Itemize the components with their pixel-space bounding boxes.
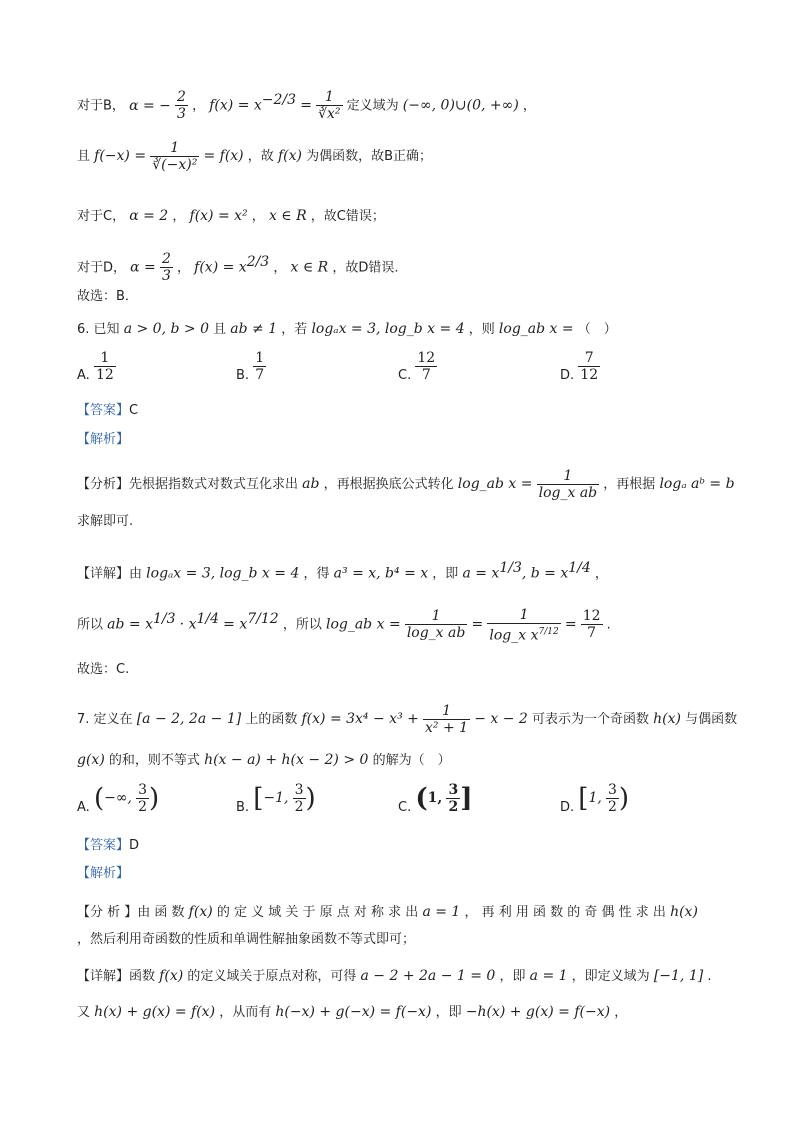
- math-alpha: α = 2: [129, 208, 169, 224]
- fraction: $\frac{1}{\text{∛(−x)²}}$: [152, 140, 198, 173]
- q7-option-c[interactable]: C. (1, $\frac{3}{2}$ ]: [398, 782, 473, 815]
- q6-option-d[interactable]: D. $\frac{7}{12}$: [560, 350, 599, 383]
- q7-answer: [77, 836, 734, 856]
- math-alpha: α =: [130, 259, 156, 276]
- q6-fenxi-end: 求解即可.: [77, 514, 134, 529]
- text: 对于D，: [77, 260, 127, 276]
- text: 7. 定义在: [77, 712, 133, 727]
- fraction: $\frac{1}{\text{log\_x ab}}$: [538, 468, 598, 501]
- text: ，再根据: [603, 477, 656, 492]
- fraction: $\frac{1}{7}$: [255, 350, 265, 383]
- text: 且: [213, 322, 227, 337]
- math-domain: (−∞, 0)∪(0, +∞): [402, 97, 519, 114]
- q7-fenxi: [77, 898, 734, 926]
- fraction: $\frac{3}{2}$: [448, 782, 459, 815]
- math-domain: x ∈ R: [268, 208, 307, 224]
- math-hx: h(x): [670, 904, 698, 920]
- text: ， 再 利 用 函 数 的 奇 偶 性 求 出: [464, 905, 666, 920]
- solution-line-d: [77, 240, 734, 284]
- fraction: $\frac{2}{3}$: [161, 251, 171, 285]
- math-formula: logₐ aᵇ = b: [659, 476, 735, 492]
- xiangjie-tag: 【详解】: [77, 566, 130, 582]
- math-hx: h(x): [653, 711, 681, 727]
- math-exponent: 1/4: [196, 611, 219, 627]
- math-interval: [a − 2, 2a − 1]: [136, 711, 242, 727]
- text: ，即: [435, 1005, 462, 1020]
- text: ，故C错误；: [310, 209, 385, 224]
- math-fx: f(x): [277, 148, 302, 164]
- text: .: [707, 969, 712, 984]
- text: ，: [522, 98, 536, 114]
- q7-xiangjie: [77, 962, 734, 990]
- math-a: a = 1: [529, 968, 568, 984]
- text: 的定义域关于原点对称，可得: [187, 969, 357, 984]
- text: 定义域为: [346, 98, 399, 114]
- math-equation: h(−x) + g(−x) = f(−x): [275, 1004, 432, 1020]
- text: ，再根据换底公式转化: [323, 477, 454, 492]
- text: 对于B，: [77, 98, 125, 114]
- math-exponent: 2/3: [246, 254, 270, 270]
- q7-fenxi-end: ，然后利用奇函数的性质和单调性解抽象函数不等式即可；: [77, 932, 416, 947]
- text: ，: [251, 209, 265, 224]
- text: 的解为（ ）: [372, 753, 451, 768]
- math-exponent: 1/3: [153, 611, 176, 627]
- fraction: $\frac{1}{\text{x² + 1}}$: [425, 703, 469, 736]
- math-exponent: 1/4: [568, 560, 591, 576]
- solution-line-c: [77, 203, 734, 229]
- math-f-neg: f(−x) =: [94, 148, 147, 164]
- q6-option-b[interactable]: B. $\frac{1}{7}$: [236, 350, 265, 383]
- text: ，: [594, 566, 608, 582]
- fraction: $\frac{1}{\log\_x x^{7/12}}$: [489, 606, 559, 644]
- q6-option-c[interactable]: C. $\frac{12}{7}$: [398, 350, 436, 383]
- text: 上的函数: [245, 712, 298, 727]
- text: 所以: [77, 617, 104, 633]
- q6-choose: 故选：C.: [77, 662, 130, 677]
- math-fx-tail: − x − 2: [474, 711, 528, 727]
- question-7-stem: [77, 696, 738, 742]
- math-condition: logₐx = 3, log_b x = 4: [311, 321, 465, 337]
- text: ，故D错误.: [332, 260, 399, 276]
- text: ，所以: [282, 617, 322, 633]
- math-fx: f(x) = x²: [189, 208, 248, 224]
- math-eq: =: [564, 616, 577, 633]
- text: ，从而有: [219, 1005, 272, 1020]
- q6-so: [77, 592, 734, 646]
- answer-value: C: [129, 403, 139, 418]
- math-condition: ab ≠ 1: [230, 321, 278, 337]
- text: ，若: [281, 322, 308, 337]
- fraction: $\frac{12}{7}$: [417, 350, 436, 383]
- text: ，则: [468, 322, 495, 337]
- solution-line-b1: [77, 78, 734, 122]
- math-eq: =: [471, 616, 484, 633]
- math-fx: f(x): [159, 968, 184, 984]
- q7-analysis-heading: [77, 864, 734, 884]
- math-ab: ab: [302, 476, 320, 492]
- fenxi-tag: 【分析】: [77, 477, 130, 492]
- text: 为偶函数，故B正确；: [306, 149, 433, 164]
- question-6-stem: [77, 316, 734, 342]
- math-dot: · x: [179, 616, 197, 633]
- math-inequality: h(x − a) + h(x − 2) > 0: [204, 752, 369, 768]
- text: 由: [129, 566, 143, 582]
- text: ，: [172, 209, 186, 224]
- math-exponent: −2/3: [261, 92, 297, 108]
- fraction: $\frac{1}{\text{∛x²}}$: [318, 89, 341, 123]
- math-domain: x ∈ R: [290, 259, 329, 276]
- analysis-tag: 【解析】: [77, 866, 130, 881]
- math-log: log_ab x =: [325, 616, 401, 633]
- text: 的 定 义 域 关 于 原 点 对 称 求 出: [216, 905, 419, 920]
- math-alpha: α = −: [129, 97, 171, 114]
- text: ，得: [303, 566, 330, 582]
- text: ，: [614, 1005, 628, 1020]
- q7-option-d[interactable]: D. [1, $\frac{3}{2}$ ): [560, 782, 630, 815]
- q7-option-b[interactable]: B. [−1, $\frac{3}{2}$ ): [236, 782, 316, 815]
- text: 且: [77, 149, 91, 164]
- text: 可表示为一个奇函数: [531, 712, 649, 727]
- fraction: $\frac{1}{12}$: [95, 350, 114, 383]
- fraction: $\frac{12}{7}$: [582, 608, 601, 642]
- text: ，故: [247, 149, 274, 164]
- text: 函数: [129, 969, 156, 984]
- math-a: a = 1: [422, 904, 461, 920]
- q7-option-a[interactable]: A. (−∞, $\frac{3}{2}$ ): [77, 782, 160, 815]
- text: 的和，则不等式: [108, 753, 200, 768]
- answer-tag: 【答案】: [77, 838, 130, 853]
- math-fx: f(x) = x: [194, 259, 247, 276]
- math-exponent: 1/3: [499, 560, 522, 576]
- text: ，: [273, 260, 287, 276]
- fraction: $\frac{2}{3}$: [177, 89, 186, 123]
- q6-analysis-heading: [77, 430, 734, 450]
- q6-fenxi: [77, 460, 734, 508]
- text: ，即: [432, 566, 459, 582]
- fraction: $\frac{3}{2}$: [138, 782, 147, 815]
- xiangjie-tag: 【详解】: [77, 969, 130, 984]
- math-domain: [−1, 1]: [653, 968, 704, 984]
- math-fx: f(x): [188, 904, 213, 920]
- question-7-stem-2: [77, 746, 734, 774]
- math-equation: h(x) + g(x) = f(x): [94, 1004, 216, 1020]
- math-eq: = x: [223, 616, 248, 633]
- q6-option-a[interactable]: A. $\frac{1}{12}$: [77, 350, 114, 383]
- fraction: $\frac{7}{12}$: [580, 350, 599, 383]
- math-eq: = f(x): [203, 148, 244, 164]
- fenxi-tag: 【分 析 】: [77, 905, 138, 920]
- math-ask: log_ab x =: [498, 321, 574, 337]
- math-condition: logₐx = 3, log_b x = 4: [146, 565, 300, 582]
- math-exponent: 7/12: [247, 611, 279, 627]
- text: ，即定义域为: [571, 969, 650, 984]
- math-a: a = x: [462, 565, 500, 582]
- choose-line: 故选：B．: [77, 289, 138, 304]
- fraction: $\frac{3}{2}$: [294, 782, 304, 815]
- text: 6. 已知: [77, 322, 120, 337]
- text: ，即: [499, 969, 526, 984]
- q6-answer: [77, 401, 734, 421]
- math-ab: ab = x: [107, 616, 153, 633]
- text: .: [606, 617, 611, 633]
- math-power: a³ = x, b⁴ = x: [333, 565, 429, 582]
- text: 对于C，: [77, 209, 126, 224]
- math-eq: =: [300, 97, 312, 114]
- text: 与偶函数: [685, 712, 738, 727]
- text: ，: [192, 98, 206, 114]
- math-gx: g(x): [77, 752, 105, 768]
- text: ，: [177, 260, 191, 276]
- answer-tag: 【答案】: [77, 403, 130, 418]
- solution-line-b2: [77, 132, 734, 180]
- math-b: , b = x: [521, 565, 569, 582]
- fraction: $\frac{3}{2}$: [607, 782, 617, 815]
- q7-you: [77, 998, 734, 1026]
- text: （ ）: [577, 322, 617, 337]
- math-fx: f(x) = x: [209, 97, 262, 114]
- math-condition: a > 0, b > 0: [123, 321, 209, 337]
- text: 又: [77, 1005, 91, 1020]
- fraction: $\frac{1}{\text{log\_x ab}}$: [406, 608, 466, 642]
- text: 由 函 数: [137, 905, 185, 920]
- q6-xiangjie: [77, 548, 734, 588]
- text: 先根据指数式对数式互化求出: [129, 477, 299, 492]
- analysis-tag: 【解析】: [77, 432, 130, 447]
- math-fx: f(x) = 3x⁴ − x³ +: [301, 711, 419, 727]
- math-formula: log_ab x =: [457, 476, 533, 492]
- math-equation: a − 2 + 2a − 1 = 0: [360, 968, 496, 984]
- answer-value: D: [129, 838, 140, 853]
- math-equation: −h(x) + g(x) = f(−x): [465, 1004, 611, 1020]
